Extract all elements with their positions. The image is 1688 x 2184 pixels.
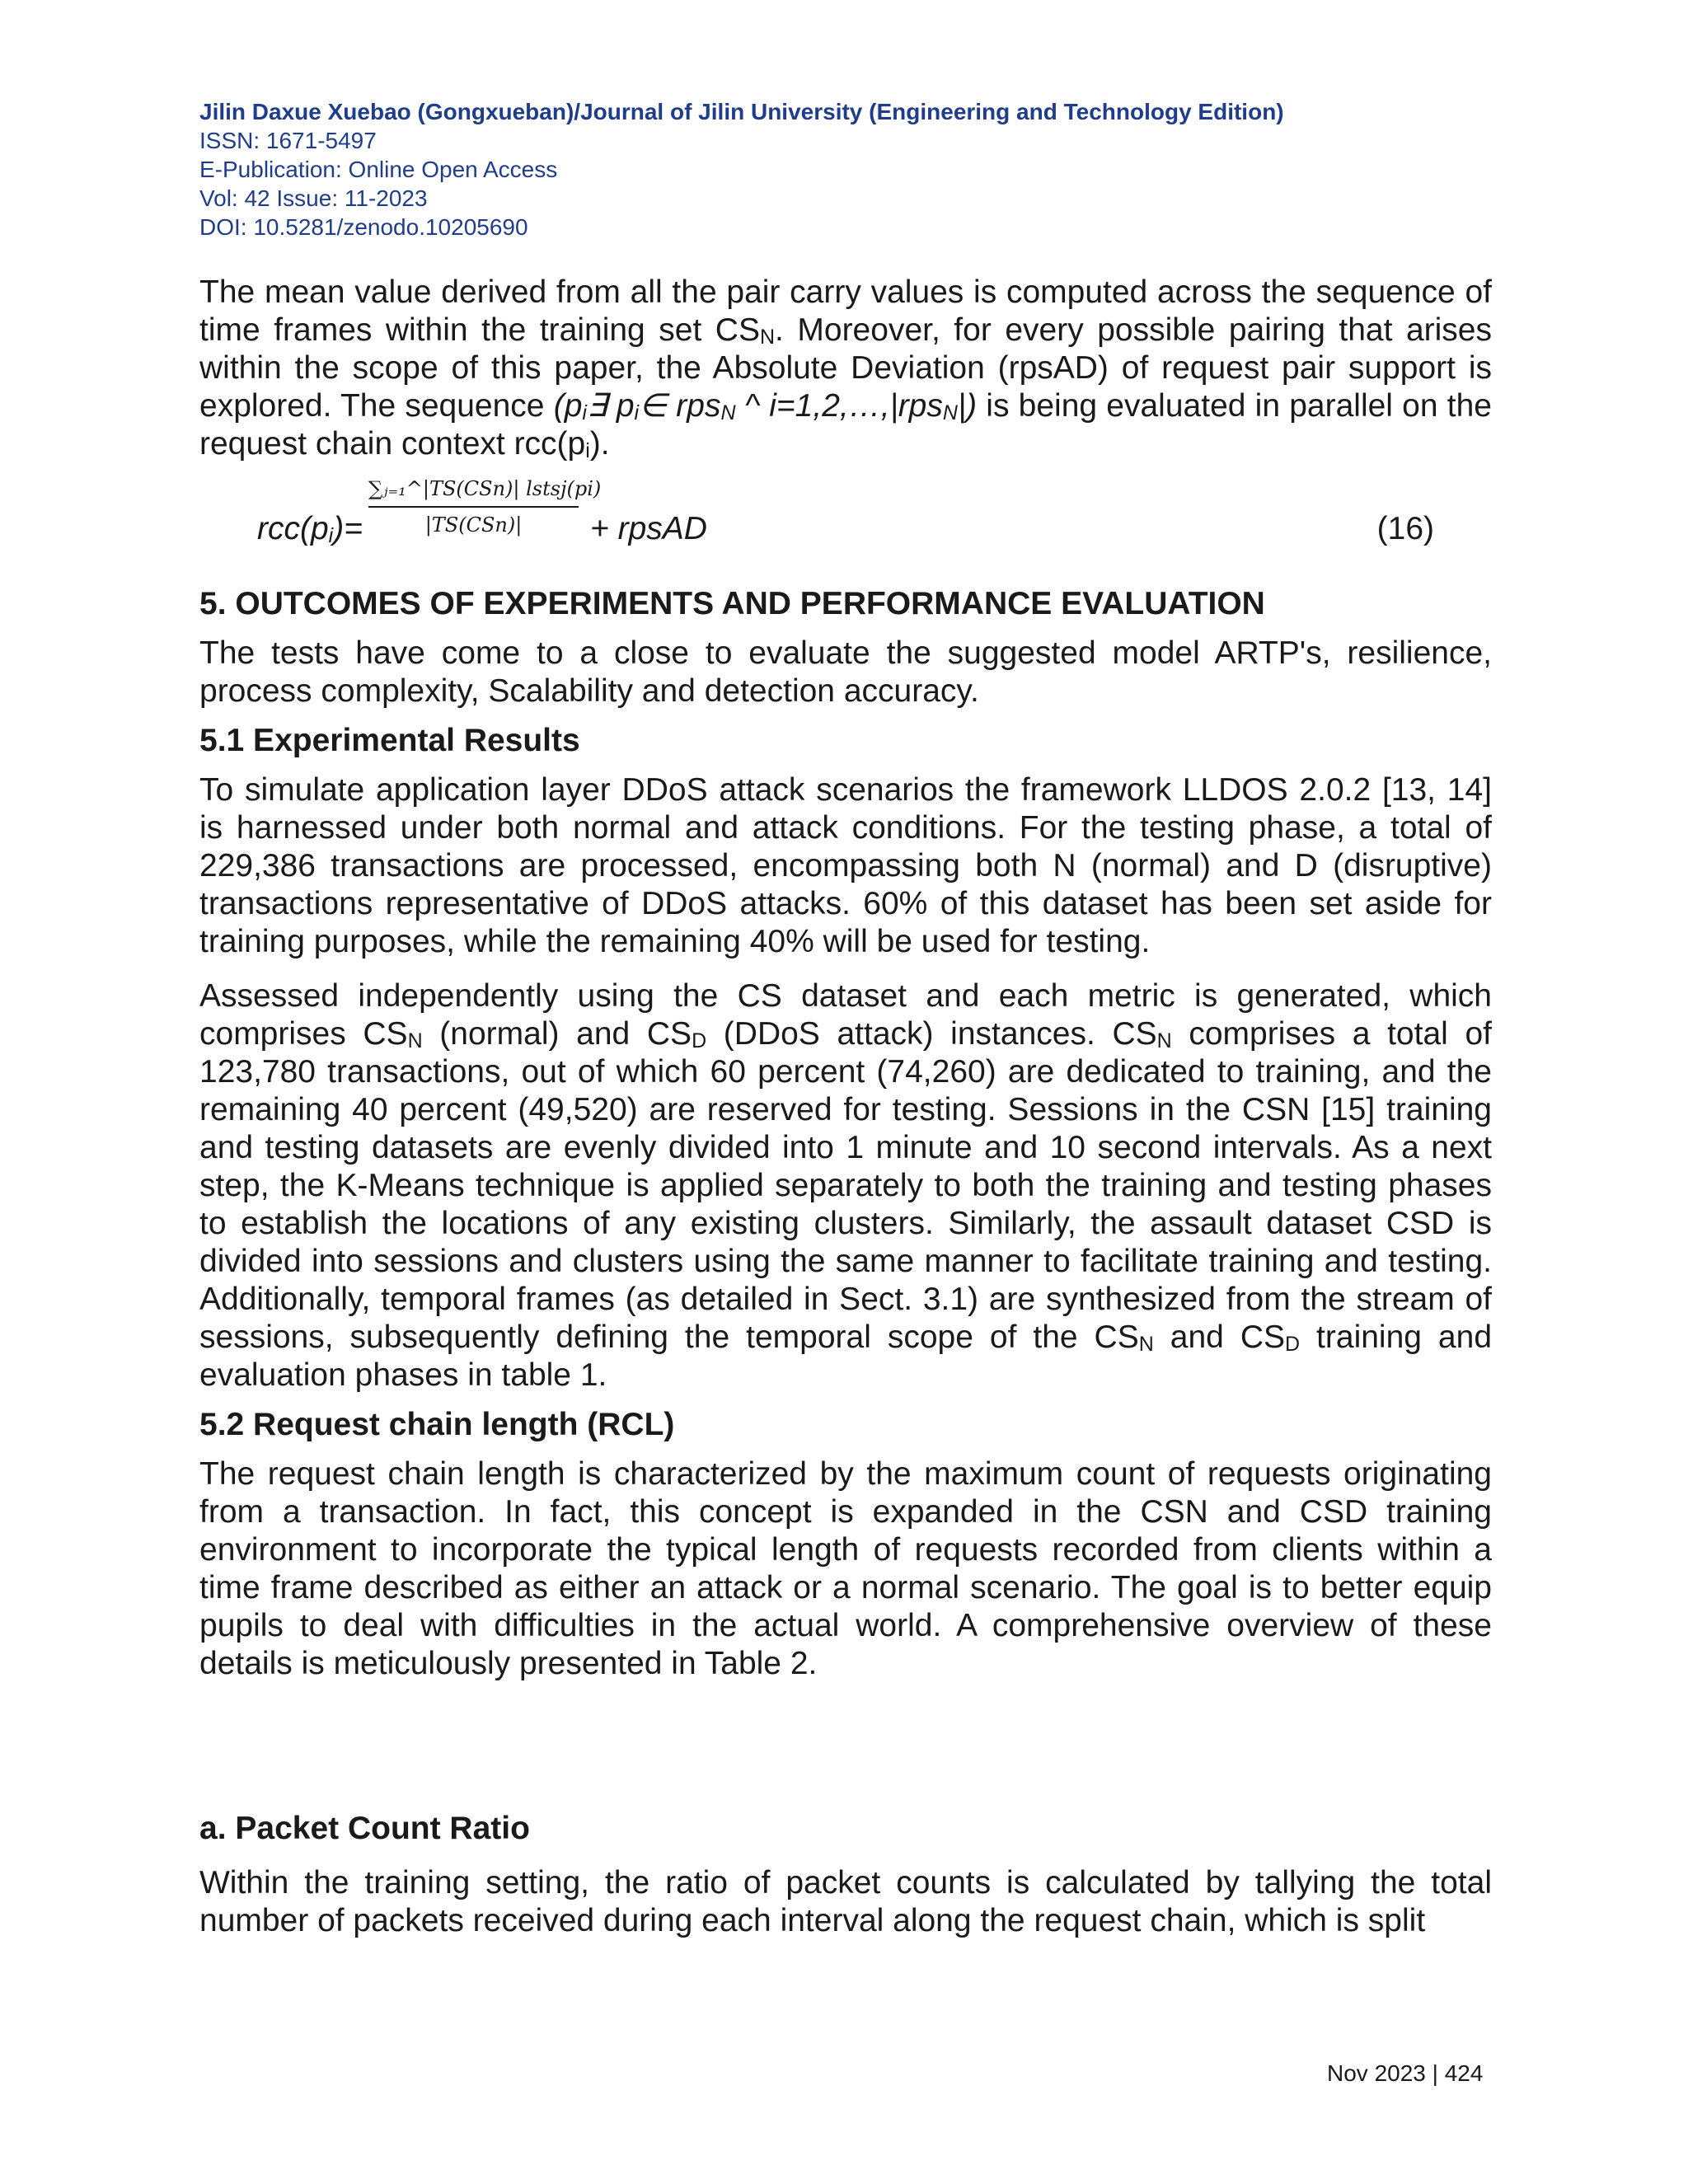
intro-text-1: The mean value derived from all the pair carry values is computed across the sequence of time frames within the training set CS bbox=[199, 274, 1492, 348]
body-content bbox=[199, 274, 1492, 1940]
page-footer: Nov 2023 | 424 bbox=[1327, 2060, 1484, 2086]
volume-issue: Vol: 42 Issue: 11-2023 bbox=[199, 185, 428, 211]
subscript: N bbox=[759, 326, 776, 349]
intro-text-3: is being evaluated in parallel on the request chain context rcc(p bbox=[199, 388, 1492, 462]
section-5-1-heading: 5.1 Experimental Results bbox=[199, 723, 580, 758]
fraction-numerator: ∑ⱼ₌₁^|TS(CSn)| lstsj(pi) bbox=[368, 477, 602, 500]
journal-title: Jilin Daxue Xuebao (Gongxueban)/Journal of Jilin University (Engineering and Technology Edition) bbox=[199, 99, 1284, 124]
fraction-denominator: |TS(CSn)| bbox=[424, 513, 523, 537]
equation-fraction bbox=[368, 476, 602, 537]
section-5-2-heading: 5.2 Request chain length (RCL) bbox=[199, 1407, 675, 1442]
subscript: i bbox=[585, 439, 590, 462]
doi: DOI: 10.5281/zenodo.10205690 bbox=[199, 214, 528, 240]
issn: ISSN: 1671-5497 bbox=[199, 128, 377, 153]
fraction-bar bbox=[368, 506, 579, 508]
intro-paragraph bbox=[199, 274, 1492, 463]
sequence-expression: (pi∃ pi∈ rpsN ^ i=1,2,…,|rpsN|) bbox=[553, 388, 978, 424]
section-5-text: The tests have come to a close to evaluate the suggested model ARTP's, resilience, process complexity, Scalability and detection accuracy. bbox=[199, 635, 1492, 709]
e-publication: E-Publication: Online Open Access bbox=[199, 157, 558, 182]
section-5-heading: 5. OUTCOMES OF EXPERIMENTS AND PERFORMANCE EVALUATION bbox=[199, 586, 1265, 621]
intro-text-2: . Moreover, for every possible pairing that arises within the scope of this paper, the Absolute Deviation (rpsAD) of request pair support is explored. The sequence bbox=[199, 312, 1492, 424]
section-5-2-text: The request chain length is characterized by the maximum count of requests originating from a transaction. In fact, this concept is expanded in the CSN and CSD training environment to incorporate the typical length of requests recorded from clients within a time frame described as either an attack or a normal scenario. The goal is to better equip pupils to deal with difficulties in the actual world. A comprehensive overview of these details is meticulously presented in Table 2. bbox=[199, 1456, 1492, 1681]
equation-rhs: + rpsAD bbox=[590, 511, 707, 546]
equation-16 bbox=[199, 468, 1492, 567]
section-a-heading: a. Packet Count Ratio bbox=[199, 1811, 530, 1846]
section-5-1-para-2: Assessed independently using the CS dataset and each metric is generated, which comprises CSN (normal) and CSD (DDoS attack) instances. CSN comprises a total of 123,780 transactions, out of which 60 percent (74,260) are dedicated to training, and the remaining 40 percent (49,520) are reserved for testing. Sessions in the CSN [15] training and testing datasets are evenly divided into 1 minute and 10 second intervals. As a next step, the K-Means technique is applied separately to both the training and testing phases to establish the locations of any existing clusters. Similarly, the assault dataset CSD is divided into sessions and clusters using the same manner to facilitate training and testing. Additionally, temporal frames (as detailed in Sect. 3.1) are synthesized from the stream of sessions, subsequently defining the temporal scope of the CSN and CSD training and evaluation phases in table 1. bbox=[199, 978, 1493, 1393]
journal-header bbox=[199, 97, 1284, 241]
intro-text-end: ). bbox=[589, 426, 610, 462]
equation-lhs: rcc(pi)= bbox=[257, 511, 363, 547]
section-a-text: Within the training setting, the ratio of packet counts is calculated by tallying the total number of packets received during each interval along the request chain, which is split bbox=[199, 1865, 1492, 1938]
equation-number: (16) bbox=[1376, 511, 1434, 546]
section-5-1-para-1: To simulate application layer DDoS attack scenarios the framework LLDOS 2.0.2 [13, 14] is harnessed under both normal and attack conditions. For the testing phase, a total of 229,386 transactions are processed, encompassing both N (normal) and D (disruptive) transactions representative of DDoS attacks. 60% of this dataset has been set aside for training purposes, while the remaining 40% will be used for testing. bbox=[199, 772, 1492, 959]
